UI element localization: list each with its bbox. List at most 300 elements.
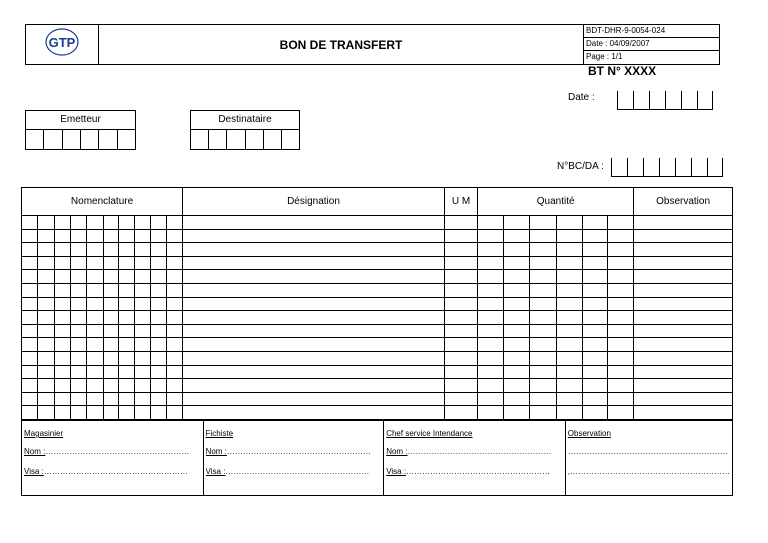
- table-cell[interactable]: [55, 351, 71, 365]
- table-cell[interactable]: [183, 283, 445, 297]
- table-cell[interactable]: [530, 338, 556, 352]
- table-cell[interactable]: [607, 351, 633, 365]
- table-cell[interactable]: [38, 365, 55, 379]
- table-cell[interactable]: [87, 283, 103, 297]
- table-cell[interactable]: [183, 324, 445, 338]
- table-cell[interactable]: [71, 351, 87, 365]
- table-cell[interactable]: [71, 379, 87, 393]
- table-cell[interactable]: [183, 392, 445, 406]
- table-cell[interactable]: [134, 338, 150, 352]
- table-cell[interactable]: [530, 311, 556, 325]
- table-cell[interactable]: [71, 392, 87, 406]
- table-cell[interactable]: [103, 351, 118, 365]
- table-cell[interactable]: [150, 270, 166, 284]
- table-cell[interactable]: [607, 270, 633, 284]
- table-cell[interactable]: [478, 311, 504, 325]
- table-cell[interactable]: [444, 324, 477, 338]
- table-cell[interactable]: [504, 216, 530, 230]
- table-cell[interactable]: [118, 297, 134, 311]
- table-cell[interactable]: [38, 297, 55, 311]
- table-cell[interactable]: [87, 270, 103, 284]
- table-cell[interactable]: [38, 216, 55, 230]
- table-cell[interactable]: [582, 243, 607, 257]
- table-cell[interactable]: [607, 216, 633, 230]
- table-cell[interactable]: [103, 392, 118, 406]
- table-cell[interactable]: [38, 406, 55, 420]
- table-cell[interactable]: [38, 283, 55, 297]
- table-cell[interactable]: [150, 392, 166, 406]
- table-cell[interactable]: [183, 311, 445, 325]
- table-cell[interactable]: [478, 324, 504, 338]
- table-cell[interactable]: [134, 379, 150, 393]
- table-cell[interactable]: [582, 297, 607, 311]
- table-cell[interactable]: [634, 297, 733, 311]
- table-cell[interactable]: [504, 270, 530, 284]
- table-cell[interactable]: [478, 283, 504, 297]
- table-cell[interactable]: [444, 392, 477, 406]
- table-cell[interactable]: [103, 256, 118, 270]
- table-cell[interactable]: [38, 338, 55, 352]
- table-cell[interactable]: [22, 229, 38, 243]
- table-cell[interactable]: [55, 283, 71, 297]
- table-cell[interactable]: [118, 406, 134, 420]
- table-cell[interactable]: [530, 229, 556, 243]
- table-cell[interactable]: [166, 365, 182, 379]
- table-cell[interactable]: [118, 338, 134, 352]
- table-cell[interactable]: [150, 406, 166, 420]
- table-cell[interactable]: [87, 256, 103, 270]
- table-cell[interactable]: [183, 297, 445, 311]
- table-cell[interactable]: [582, 270, 607, 284]
- table-cell[interactable]: [504, 324, 530, 338]
- table-cell[interactable]: [607, 297, 633, 311]
- table-cell[interactable]: [556, 324, 582, 338]
- table-cell[interactable]: [530, 270, 556, 284]
- table-cell[interactable]: [582, 338, 607, 352]
- table-cell[interactable]: [444, 229, 477, 243]
- table-cell[interactable]: [504, 256, 530, 270]
- table-cell[interactable]: [556, 392, 582, 406]
- table-cell[interactable]: [55, 229, 71, 243]
- table-cell[interactable]: [444, 216, 477, 230]
- table-cell[interactable]: [556, 270, 582, 284]
- table-cell[interactable]: [87, 365, 103, 379]
- table-cell[interactable]: [607, 392, 633, 406]
- table-cell[interactable]: [166, 297, 182, 311]
- visa-label: Visa :: [24, 467, 44, 476]
- table-cell[interactable]: [166, 216, 182, 230]
- table-cell[interactable]: [87, 406, 103, 420]
- table-cell[interactable]: [556, 216, 582, 230]
- table-cell[interactable]: [22, 297, 38, 311]
- table-cell[interactable]: [166, 324, 182, 338]
- table-cell[interactable]: [103, 283, 118, 297]
- table-cell[interactable]: [22, 379, 38, 393]
- table-cell[interactable]: [556, 243, 582, 257]
- table-cell[interactable]: [556, 406, 582, 420]
- table-cell[interactable]: [582, 256, 607, 270]
- table-cell[interactable]: [582, 379, 607, 393]
- signature-table: [21, 420, 733, 496]
- table-cell[interactable]: [634, 365, 733, 379]
- table-cell[interactable]: [607, 379, 633, 393]
- table-cell[interactable]: [607, 283, 633, 297]
- table-cell[interactable]: [103, 297, 118, 311]
- table-cell[interactable]: [478, 243, 504, 257]
- table-cell[interactable]: [634, 324, 733, 338]
- table-cell[interactable]: [166, 338, 182, 352]
- table-cell[interactable]: [150, 229, 166, 243]
- table-cell[interactable]: [478, 351, 504, 365]
- table-cell[interactable]: [38, 256, 55, 270]
- table-cell[interactable]: [134, 324, 150, 338]
- table-cell[interactable]: [118, 392, 134, 406]
- table-cell[interactable]: [118, 216, 134, 230]
- table-row: [22, 256, 733, 270]
- table-cell[interactable]: [582, 283, 607, 297]
- table-cell[interactable]: [55, 338, 71, 352]
- table-cell[interactable]: [71, 216, 87, 230]
- table-cell[interactable]: [71, 338, 87, 352]
- table-cell[interactable]: [478, 406, 504, 420]
- table-cell[interactable]: [530, 351, 556, 365]
- table-cell[interactable]: [607, 338, 633, 352]
- table-cell[interactable]: [444, 406, 477, 420]
- table-cell[interactable]: [87, 297, 103, 311]
- table-cell[interactable]: [582, 351, 607, 365]
- table-cell[interactable]: [166, 311, 182, 325]
- table-cell[interactable]: [530, 365, 556, 379]
- table-cell[interactable]: [103, 338, 118, 352]
- table-cell[interactable]: [103, 270, 118, 284]
- table-cell[interactable]: [607, 365, 633, 379]
- table-cell[interactable]: [118, 229, 134, 243]
- table-cell[interactable]: [478, 379, 504, 393]
- table-cell[interactable]: [556, 283, 582, 297]
- table-cell[interactable]: [183, 365, 445, 379]
- table-cell[interactable]: [150, 311, 166, 325]
- table-cell[interactable]: [71, 365, 87, 379]
- table-cell[interactable]: [87, 324, 103, 338]
- table-cell[interactable]: [22, 365, 38, 379]
- table-cell[interactable]: [55, 311, 71, 325]
- table-cell[interactable]: [607, 406, 633, 420]
- table-cell[interactable]: [118, 243, 134, 257]
- table-cell[interactable]: [582, 324, 607, 338]
- table-cell[interactable]: [55, 392, 71, 406]
- table-cell[interactable]: [582, 229, 607, 243]
- table-cell[interactable]: [38, 351, 55, 365]
- table-cell[interactable]: [118, 270, 134, 284]
- table-cell[interactable]: [134, 270, 150, 284]
- table-cell[interactable]: [71, 311, 87, 325]
- table-cell[interactable]: [504, 351, 530, 365]
- table-cell[interactable]: [38, 270, 55, 284]
- table-cell[interactable]: [71, 406, 87, 420]
- table-cell[interactable]: [166, 256, 182, 270]
- table-cell[interactable]: [634, 216, 733, 230]
- table-cell[interactable]: [87, 392, 103, 406]
- table-cell[interactable]: [556, 311, 582, 325]
- table-cell[interactable]: [134, 365, 150, 379]
- table-cell[interactable]: [166, 270, 182, 284]
- table-cell[interactable]: [478, 229, 504, 243]
- table-cell[interactable]: [166, 243, 182, 257]
- table-cell[interactable]: [607, 243, 633, 257]
- table-cell[interactable]: [530, 283, 556, 297]
- table-cell[interactable]: [444, 243, 477, 257]
- table-cell[interactable]: [87, 379, 103, 393]
- table-cell[interactable]: [134, 406, 150, 420]
- table-cell[interactable]: [118, 379, 134, 393]
- table-cell[interactable]: [582, 392, 607, 406]
- table-cell[interactable]: [22, 392, 38, 406]
- table-cell[interactable]: [504, 297, 530, 311]
- table-cell[interactable]: [150, 297, 166, 311]
- table-cell[interactable]: [166, 229, 182, 243]
- table-cell[interactable]: [166, 379, 182, 393]
- header-quantite: Quantité: [478, 188, 634, 216]
- table-cell[interactable]: [22, 243, 38, 257]
- table-cell[interactable]: [103, 243, 118, 257]
- table-cell[interactable]: [71, 229, 87, 243]
- table-cell[interactable]: [55, 365, 71, 379]
- table-cell[interactable]: [55, 243, 71, 257]
- table-cell[interactable]: [634, 229, 733, 243]
- table-cell[interactable]: [22, 351, 38, 365]
- table-cell[interactable]: [530, 297, 556, 311]
- table-cell[interactable]: [118, 351, 134, 365]
- table-cell[interactable]: [444, 256, 477, 270]
- table-cell[interactable]: [183, 229, 445, 243]
- table-cell[interactable]: [582, 365, 607, 379]
- table-cell[interactable]: [504, 311, 530, 325]
- table-cell[interactable]: [556, 351, 582, 365]
- table-cell[interactable]: [634, 406, 733, 420]
- table-cell[interactable]: [22, 216, 38, 230]
- table-cell[interactable]: [71, 324, 87, 338]
- table-cell[interactable]: [150, 243, 166, 257]
- table-cell[interactable]: [103, 229, 118, 243]
- table-cell[interactable]: [582, 216, 607, 230]
- table-cell[interactable]: [478, 216, 504, 230]
- table-cell[interactable]: [166, 406, 182, 420]
- table-cell[interactable]: [530, 256, 556, 270]
- table-cell[interactable]: [103, 406, 118, 420]
- table-row: [22, 243, 733, 257]
- table-cell[interactable]: [607, 229, 633, 243]
- table-cell[interactable]: [556, 379, 582, 393]
- table-cell[interactable]: [118, 365, 134, 379]
- table-cell[interactable]: [634, 283, 733, 297]
- table-cell[interactable]: [183, 270, 445, 284]
- table-cell[interactable]: [556, 365, 582, 379]
- table-cell[interactable]: [183, 243, 445, 257]
- table-cell[interactable]: [22, 311, 38, 325]
- table-cell[interactable]: [556, 297, 582, 311]
- table-cell[interactable]: [87, 216, 103, 230]
- table-cell[interactable]: [150, 338, 166, 352]
- table-cell[interactable]: [166, 351, 182, 365]
- table-cell[interactable]: [634, 338, 733, 352]
- table-cell[interactable]: [183, 338, 445, 352]
- table-cell[interactable]: [38, 379, 55, 393]
- table-cell[interactable]: [530, 216, 556, 230]
- table-cell[interactable]: [118, 256, 134, 270]
- table-cell[interactable]: [504, 283, 530, 297]
- bc-da-input-boxes[interactable]: [611, 158, 723, 177]
- table-cell[interactable]: [444, 311, 477, 325]
- table-cell[interactable]: [530, 379, 556, 393]
- table-cell[interactable]: [634, 311, 733, 325]
- table-cell[interactable]: [607, 324, 633, 338]
- table-cell[interactable]: [71, 283, 87, 297]
- table-cell[interactable]: [87, 243, 103, 257]
- table-cell[interactable]: [103, 365, 118, 379]
- table-cell[interactable]: [103, 324, 118, 338]
- table-cell[interactable]: [103, 216, 118, 230]
- table-cell[interactable]: [478, 297, 504, 311]
- table-cell[interactable]: [87, 351, 103, 365]
- table-cell[interactable]: [134, 243, 150, 257]
- sign-fichiste[interactable]: Fichiste Nom :……………………………………………… Visa :………………………………………………: [203, 421, 384, 496]
- table-cell[interactable]: [87, 311, 103, 325]
- table-cell[interactable]: [55, 256, 71, 270]
- table-cell[interactable]: [150, 365, 166, 379]
- table-cell[interactable]: [634, 270, 733, 284]
- table-cell[interactable]: [150, 379, 166, 393]
- table-cell[interactable]: [118, 324, 134, 338]
- table-cell[interactable]: [183, 256, 445, 270]
- table-cell[interactable]: [444, 379, 477, 393]
- table-cell[interactable]: [634, 351, 733, 365]
- table-cell[interactable]: [38, 243, 55, 257]
- table-cell[interactable]: [87, 338, 103, 352]
- table-cell[interactable]: [530, 406, 556, 420]
- table-cell[interactable]: [504, 229, 530, 243]
- table-cell[interactable]: [87, 229, 103, 243]
- table-cell[interactable]: [71, 270, 87, 284]
- sign-chef-service[interactable]: Chef service Intendance Nom :……………………………………………… Visa :………………………………………………: [384, 421, 566, 496]
- table-cell[interactable]: [183, 379, 445, 393]
- destinataire-label: Destinataire: [191, 111, 299, 130]
- table-cell[interactable]: [55, 297, 71, 311]
- table-cell[interactable]: [444, 297, 477, 311]
- table-cell[interactable]: [55, 270, 71, 284]
- table-cell[interactable]: [556, 229, 582, 243]
- table-cell[interactable]: [504, 379, 530, 393]
- table-cell[interactable]: [22, 406, 38, 420]
- table-cell[interactable]: [134, 256, 150, 270]
- table-cell[interactable]: [478, 392, 504, 406]
- destinataire-box[interactable]: [190, 110, 300, 150]
- table-cell[interactable]: [22, 324, 38, 338]
- table-cell[interactable]: [134, 392, 150, 406]
- sign-magasinier[interactable]: Magasinier Nom :……………………………………………… Visa :………………………………………………: [22, 421, 204, 496]
- table-cell[interactable]: [183, 406, 445, 420]
- table-cell[interactable]: [504, 406, 530, 420]
- table-cell[interactable]: [134, 351, 150, 365]
- table-cell[interactable]: [634, 243, 733, 257]
- emetteur-box[interactable]: [25, 110, 136, 150]
- table-cell[interactable]: [134, 297, 150, 311]
- table-cell[interactable]: [582, 311, 607, 325]
- table-cell[interactable]: [103, 379, 118, 393]
- table-cell[interactable]: [530, 392, 556, 406]
- table-cell[interactable]: [150, 351, 166, 365]
- table-cell[interactable]: [22, 283, 38, 297]
- table-cell[interactable]: [71, 256, 87, 270]
- table-cell[interactable]: [55, 406, 71, 420]
- table-cell[interactable]: [134, 283, 150, 297]
- header-observation: Observation: [634, 188, 733, 216]
- table-cell[interactable]: [71, 243, 87, 257]
- table-cell[interactable]: [22, 256, 38, 270]
- table-cell[interactable]: [444, 351, 477, 365]
- sign-observation[interactable]: Observation …………………………………………………… ,……………………………………………………: [565, 421, 732, 496]
- table-cell[interactable]: [55, 324, 71, 338]
- table-cell[interactable]: [183, 351, 445, 365]
- table-cell[interactable]: [166, 283, 182, 297]
- table-cell[interactable]: [134, 311, 150, 325]
- table-cell[interactable]: [118, 311, 134, 325]
- table-cell[interactable]: [150, 324, 166, 338]
- table-cell[interactable]: [150, 283, 166, 297]
- table-cell[interactable]: [22, 270, 38, 284]
- table-cell[interactable]: [444, 338, 477, 352]
- table-cell[interactable]: [134, 229, 150, 243]
- table-cell[interactable]: [444, 283, 477, 297]
- table-cell[interactable]: [504, 338, 530, 352]
- table-cell[interactable]: [134, 216, 150, 230]
- table-cell[interactable]: [71, 297, 87, 311]
- table-cell[interactable]: [38, 229, 55, 243]
- table-cell[interactable]: [55, 379, 71, 393]
- table-cell[interactable]: [183, 216, 445, 230]
- table-cell[interactable]: [38, 324, 55, 338]
- table-cell[interactable]: [556, 338, 582, 352]
- table-cell[interactable]: [38, 392, 55, 406]
- table-cell[interactable]: [530, 324, 556, 338]
- table-cell[interactable]: [150, 216, 166, 230]
- table-cell[interactable]: [582, 406, 607, 420]
- table-cell[interactable]: [530, 243, 556, 257]
- table-cell[interactable]: [634, 392, 733, 406]
- table-cell[interactable]: [478, 338, 504, 352]
- table-cell[interactable]: [118, 283, 134, 297]
- table-cell[interactable]: [478, 270, 504, 284]
- table-cell[interactable]: [634, 256, 733, 270]
- table-cell[interactable]: [607, 256, 633, 270]
- table-cell[interactable]: [504, 243, 530, 257]
- table-cell[interactable]: [444, 270, 477, 284]
- table-cell[interactable]: [504, 392, 530, 406]
- table-cell[interactable]: [556, 256, 582, 270]
- table-cell[interactable]: [444, 365, 477, 379]
- table-cell[interactable]: [38, 311, 55, 325]
- table-cell[interactable]: [478, 365, 504, 379]
- table-cell[interactable]: [150, 256, 166, 270]
- table-cell[interactable]: [103, 311, 118, 325]
- table-cell[interactable]: [504, 365, 530, 379]
- table-cell[interactable]: [22, 338, 38, 352]
- date-input-boxes[interactable]: [617, 91, 713, 110]
- table-cell[interactable]: [478, 256, 504, 270]
- table-cell[interactable]: [607, 311, 633, 325]
- table-cell[interactable]: [166, 392, 182, 406]
- table-cell[interactable]: [634, 379, 733, 393]
- table-cell[interactable]: [55, 216, 71, 230]
